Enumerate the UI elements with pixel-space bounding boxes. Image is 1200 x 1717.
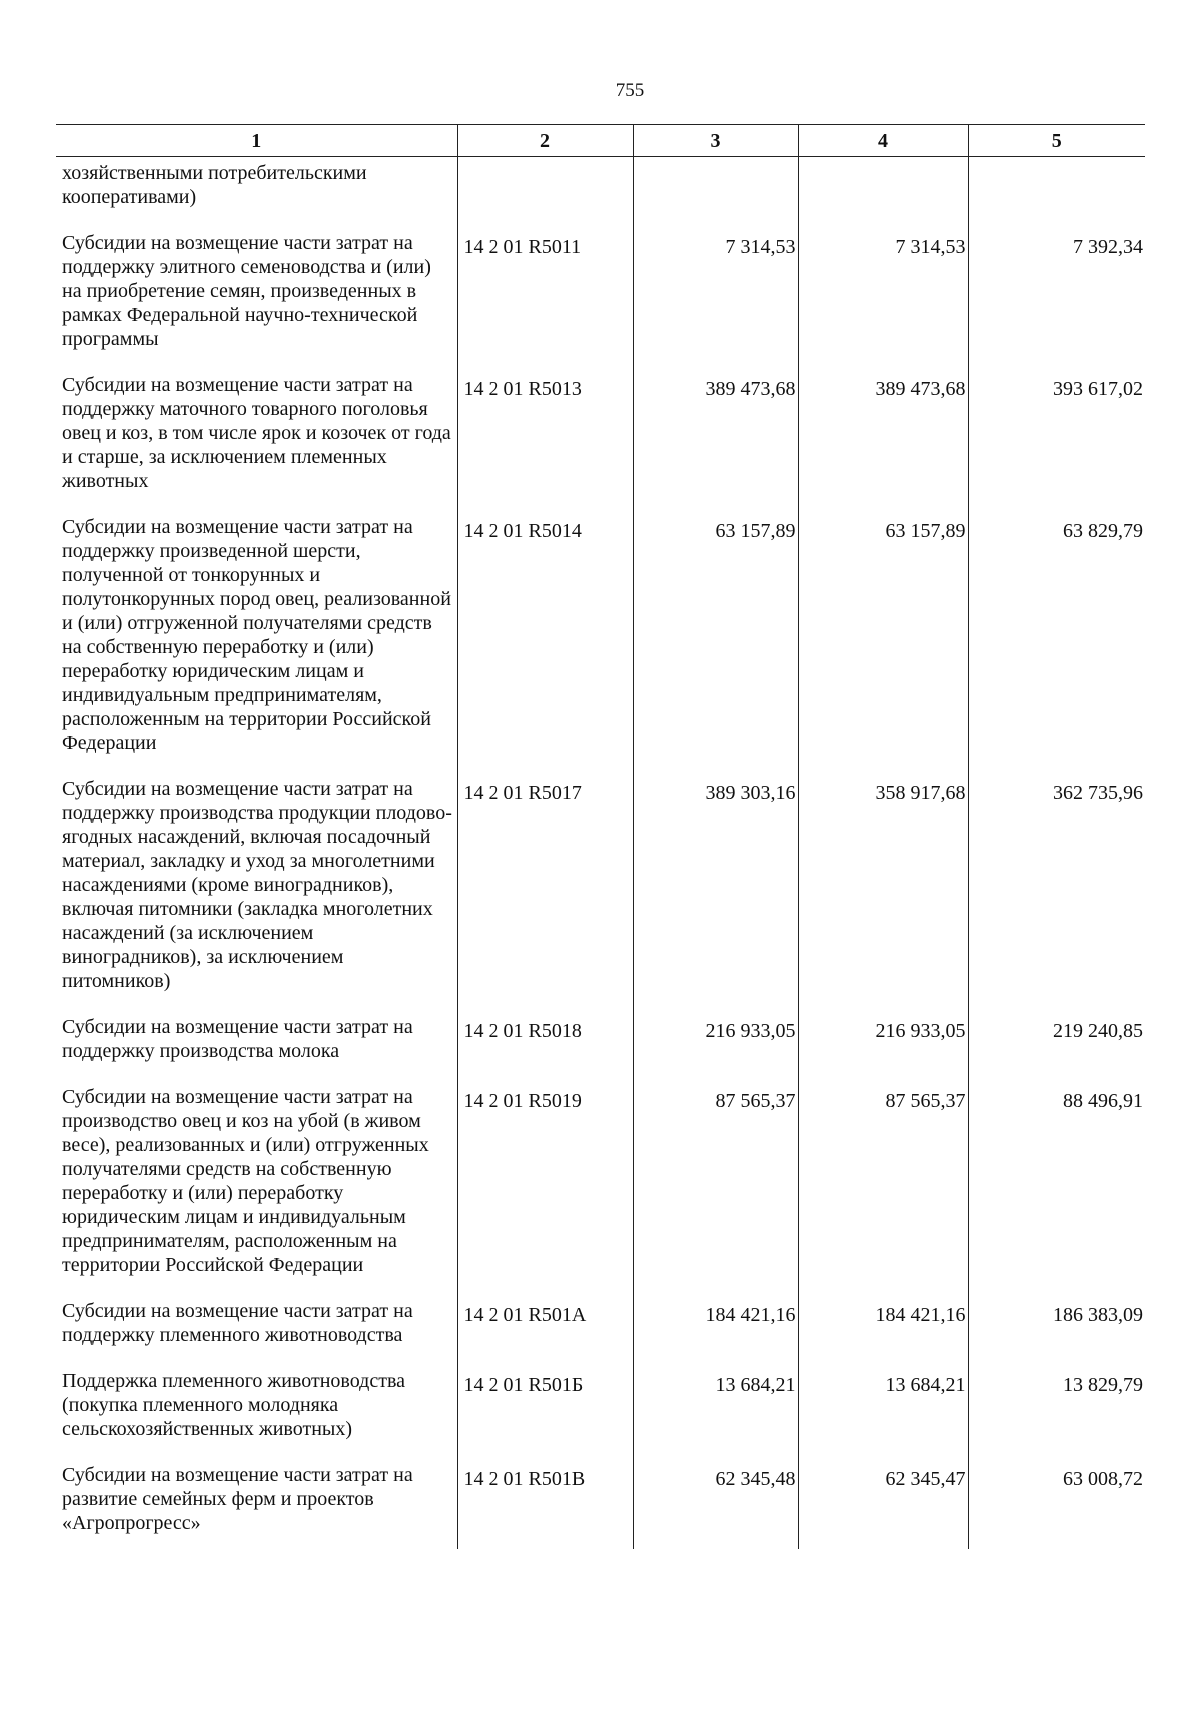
row-value-3: 216 933,05 bbox=[633, 1015, 798, 1085]
row-value-4: 87 565,37 bbox=[798, 1085, 968, 1299]
row-value-3: 62 345,48 bbox=[633, 1463, 798, 1549]
table-header bbox=[56, 125, 1145, 157]
row-name: Поддержка племенного животноводства (покупка племенного молодняка сельскохозяйственных животных) bbox=[62, 1370, 405, 1440]
row-value-3: 87 565,37 bbox=[633, 1085, 798, 1299]
row-name: Субсидии на возмещение части затрат на поддержку племенного животноводства bbox=[62, 1300, 413, 1346]
row-value-4 bbox=[798, 157, 968, 232]
table-row bbox=[56, 1085, 1145, 1299]
row-value-5: 13 829,79 bbox=[968, 1369, 1145, 1463]
row-value-5 bbox=[968, 157, 1145, 232]
row-value-5: 393 617,02 bbox=[968, 373, 1145, 515]
row-code: 14 2 01 R501А bbox=[457, 1299, 633, 1369]
row-value-3: 63 157,89 bbox=[633, 515, 798, 777]
header-row bbox=[56, 125, 1145, 157]
row-value-5: 362 735,96 bbox=[968, 777, 1145, 1015]
table-row bbox=[56, 157, 1145, 232]
row-code: 14 2 01 R5014 bbox=[457, 515, 633, 777]
row-value-4: 7 314,53 bbox=[798, 231, 968, 373]
row-value-3: 13 684,21 bbox=[633, 1369, 798, 1463]
row-value-5: 63 829,79 bbox=[968, 515, 1145, 777]
page-number: 755 bbox=[615, 80, 645, 101]
header-col-1: 1 bbox=[56, 125, 457, 157]
row-value-5: 186 383,09 bbox=[968, 1299, 1145, 1369]
table-row bbox=[56, 1463, 1145, 1549]
row-value-3: 389 303,16 bbox=[633, 777, 798, 1015]
header-col-5: 5 bbox=[968, 125, 1145, 157]
row-value-3 bbox=[633, 157, 798, 232]
row-value-4: 63 157,89 bbox=[798, 515, 968, 777]
row-code: 14 2 01 R501Б bbox=[457, 1369, 633, 1463]
row-value-5: 88 496,91 bbox=[968, 1085, 1145, 1299]
row-code bbox=[457, 157, 633, 232]
table-row bbox=[56, 1299, 1145, 1369]
row-name: Субсидии на возмещение части затрат на производство овец и коз на убой (в живом весе), реализованных и (или) отгруженных получателями средств на собственную переработку и (или) переработку юридическим лицам и индивидуальным предпринимателям, расположенным на территории Российской Федерации bbox=[62, 1086, 429, 1276]
table-row bbox=[56, 1369, 1145, 1463]
row-name: Субсидии на возмещение части затрат на развитие семейных ферм и проектов «Агропрогресс» bbox=[62, 1464, 413, 1534]
row-value-5: 7 392,34 bbox=[968, 231, 1145, 373]
row-value-4: 216 933,05 bbox=[798, 1015, 968, 1085]
row-value-4: 358 917,68 bbox=[798, 777, 968, 1015]
row-code: 14 2 01 R501В bbox=[457, 1463, 633, 1549]
row-value-3: 184 421,16 bbox=[633, 1299, 798, 1369]
row-value-4: 13 684,21 bbox=[798, 1369, 968, 1463]
row-name: Субсидии на возмещение части затрат на поддержку произведенной шерсти, полученной от тонкорунных и полутонкорунных пород овец, реализованной и (или) отгруженной получателями средств на собственную переработку и (или) переработку юридическим лицам и индивидуальным предпринимателям, расположенным на территории Российской Федерации bbox=[62, 516, 451, 754]
row-code: 14 2 01 R5017 bbox=[457, 777, 633, 1015]
row-code: 14 2 01 R5018 bbox=[457, 1015, 633, 1085]
row-code: 14 2 01 R5011 bbox=[457, 231, 633, 373]
row-value-4: 184 421,16 bbox=[798, 1299, 968, 1369]
table-row bbox=[56, 1015, 1145, 1085]
header-col-3: 3 bbox=[633, 125, 798, 157]
row-value-4: 389 473,68 bbox=[798, 373, 968, 515]
row-value-3: 7 314,53 bbox=[633, 231, 798, 373]
header-col-4: 4 bbox=[798, 125, 968, 157]
row-value-3: 389 473,68 bbox=[633, 373, 798, 515]
budget-table bbox=[56, 124, 1145, 1549]
table-row bbox=[56, 231, 1145, 373]
row-value-5: 219 240,85 bbox=[968, 1015, 1145, 1085]
row-name: Субсидии на возмещение части затрат на поддержку производства продукции плодово-ягодных насаждений, включая посадочный материал, закладку и уход за многолетними насаждениями (кроме виноградников), включая питомники (закладка многолетних насаждений (за исключением виноградников), за исключением питомников) bbox=[62, 778, 452, 992]
row-code: 14 2 01 R5019 bbox=[457, 1085, 633, 1299]
row-name: Субсидии на возмещение части затрат на поддержку производства молока bbox=[62, 1016, 413, 1062]
table-row bbox=[56, 777, 1145, 1015]
table-row bbox=[56, 373, 1145, 515]
row-name: Субсидии на возмещение части затрат на поддержку маточного товарного поголовья овец и коз, в том числе ярок и козочек от года и старше, за исключением племенных животных bbox=[62, 374, 451, 492]
row-value-4: 62 345,47 bbox=[798, 1463, 968, 1549]
row-value-5: 63 008,72 bbox=[968, 1463, 1145, 1549]
table-row bbox=[56, 515, 1145, 777]
table-body bbox=[56, 157, 1145, 1550]
row-name: Субсидии на возмещение части затрат на поддержку элитного семеноводства и (или) на приобретение семян, произведенных в рамках Федеральной научно-технической программы bbox=[62, 232, 431, 350]
header-col-2: 2 bbox=[457, 125, 633, 157]
row-name: хозяйственными потребительскими кооперативами) bbox=[62, 162, 367, 208]
row-code: 14 2 01 R5013 bbox=[457, 373, 633, 515]
